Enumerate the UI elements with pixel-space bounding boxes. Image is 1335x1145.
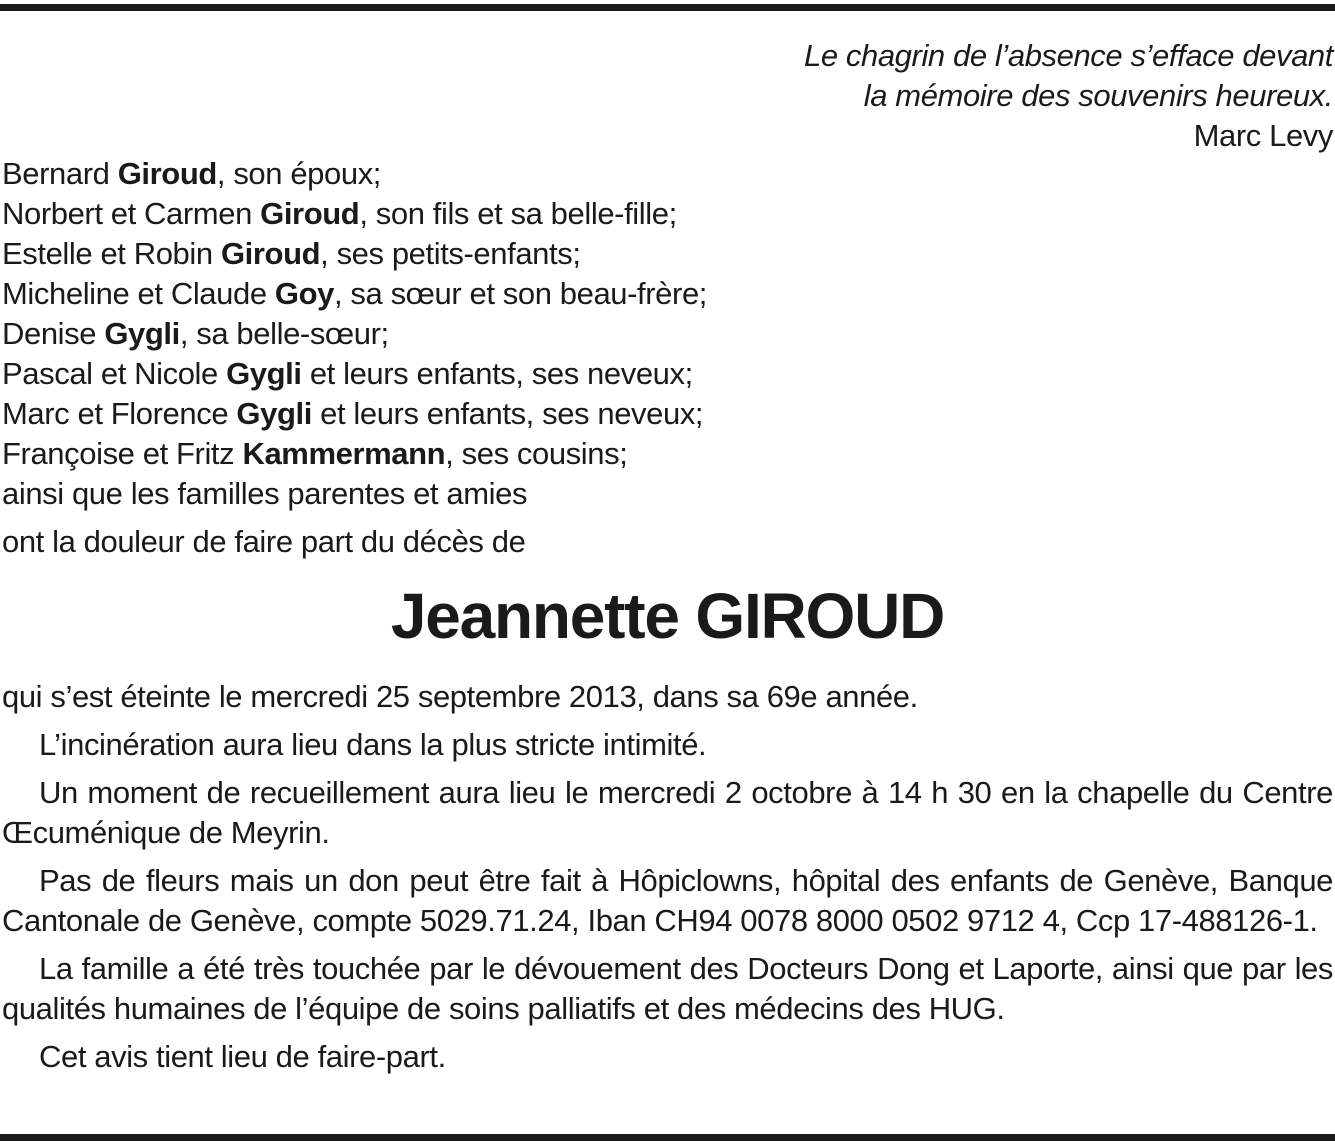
mourner-first-names: Marc et Florence — [2, 396, 237, 431]
notice-body — [2, 677, 1333, 1077]
mourner-row — [2, 474, 707, 514]
donation-paragraph: Pas de fleurs mais un don peut être fait à Hôpiclowns, hôpital des enfants de Genève, Banque Cantonale de Genève, compte 5029.71.24, Iban CH94 0078 8000 0502 9712 4, Ccp 17-488126-1. — [2, 863, 1333, 938]
quote-author: Marc Levy — [1193, 118, 1333, 153]
mourner-first-names: Estelle et Robin — [2, 236, 221, 271]
quote-line-1: Le chagrin de l’absence s’efface devant — [804, 38, 1333, 73]
cremation-paragraph: L’incinération aura lieu dans la plus stricte intimité. — [39, 727, 707, 762]
gathering-paragraph: Un moment de recueillement aura lieu le mercredi 2 octobre à 14 h 30 en la chapelle du Centre Œcuménique de Meyrin. — [2, 775, 1333, 850]
mourner-first-names: Françoise et Fritz — [2, 436, 243, 471]
mourner-surname: Gygli — [104, 316, 180, 351]
mourner-surname: Giroud — [117, 156, 217, 191]
mourner-first-names: Bernard — [2, 156, 118, 191]
mourner-relation: , son fils et sa belle-fille; — [359, 196, 677, 231]
mourner-first-names: Norbert et Carmen — [2, 196, 261, 231]
announcement-line: ont la douleur de faire part du décès de — [2, 524, 526, 559]
mourner-row — [2, 434, 707, 474]
mourner-surname: Giroud — [260, 196, 360, 231]
mourner-row — [2, 194, 707, 234]
mourner-row — [2, 274, 707, 314]
quote-line-2: la mémoire des souvenirs heureux. — [863, 78, 1333, 113]
bottom-border-rule — [0, 1134, 1335, 1141]
mourner-surname: Giroud — [220, 236, 321, 271]
deceased-name: Jeannette GIROUD — [390, 580, 945, 652]
mourner-surname: Kammermann — [242, 436, 446, 471]
mourner-relation: , ses cousins; — [445, 436, 628, 471]
mourner-first-names: Micheline et Claude — [2, 276, 275, 311]
mourner-relation: , sa sœur et son beau-frère; — [333, 276, 707, 311]
notice-paragraph: Cet avis tient lieu de faire-part. — [39, 1039, 446, 1074]
epigraph-quote — [804, 36, 1333, 156]
thanks-paragraph: La famille a été très touchée par le dévouement des Docteurs Dong et Laporte, ainsi que par les qualités humaines de l’équipe de soins palliatifs et des médecins des HUG. — [2, 951, 1333, 1026]
mourner-surname: Gygli — [236, 396, 312, 431]
mourner-relation: et leurs enfants, ses neveux; — [311, 396, 704, 431]
mourner-row — [2, 354, 707, 394]
mourner-first-names: ainsi que les familles parentes et amies — [2, 476, 528, 511]
mourner-relation: et leurs enfants, ses neveux; — [301, 356, 693, 391]
mourner-row — [2, 314, 707, 354]
mourner-first-names: Denise — [2, 316, 105, 351]
mourner-surname: Gygli — [226, 356, 302, 391]
mourner-surname: Goy — [274, 276, 334, 311]
mourner-relation: , sa belle-sœur; — [179, 316, 389, 351]
mourner-row — [2, 234, 707, 274]
mourner-first-names: Pascal et Nicole — [2, 356, 227, 391]
mourner-relation: , son époux; — [216, 156, 382, 191]
mourner-row — [2, 154, 707, 194]
mourner-relation: , ses petits-enfants; — [320, 236, 581, 271]
mourner-row — [2, 394, 707, 434]
death-paragraph: qui s’est éteinte le mercredi 25 septembre 2013, dans sa 69e année. — [2, 679, 918, 714]
mourners-list — [2, 154, 707, 514]
top-border-rule — [0, 4, 1335, 11]
